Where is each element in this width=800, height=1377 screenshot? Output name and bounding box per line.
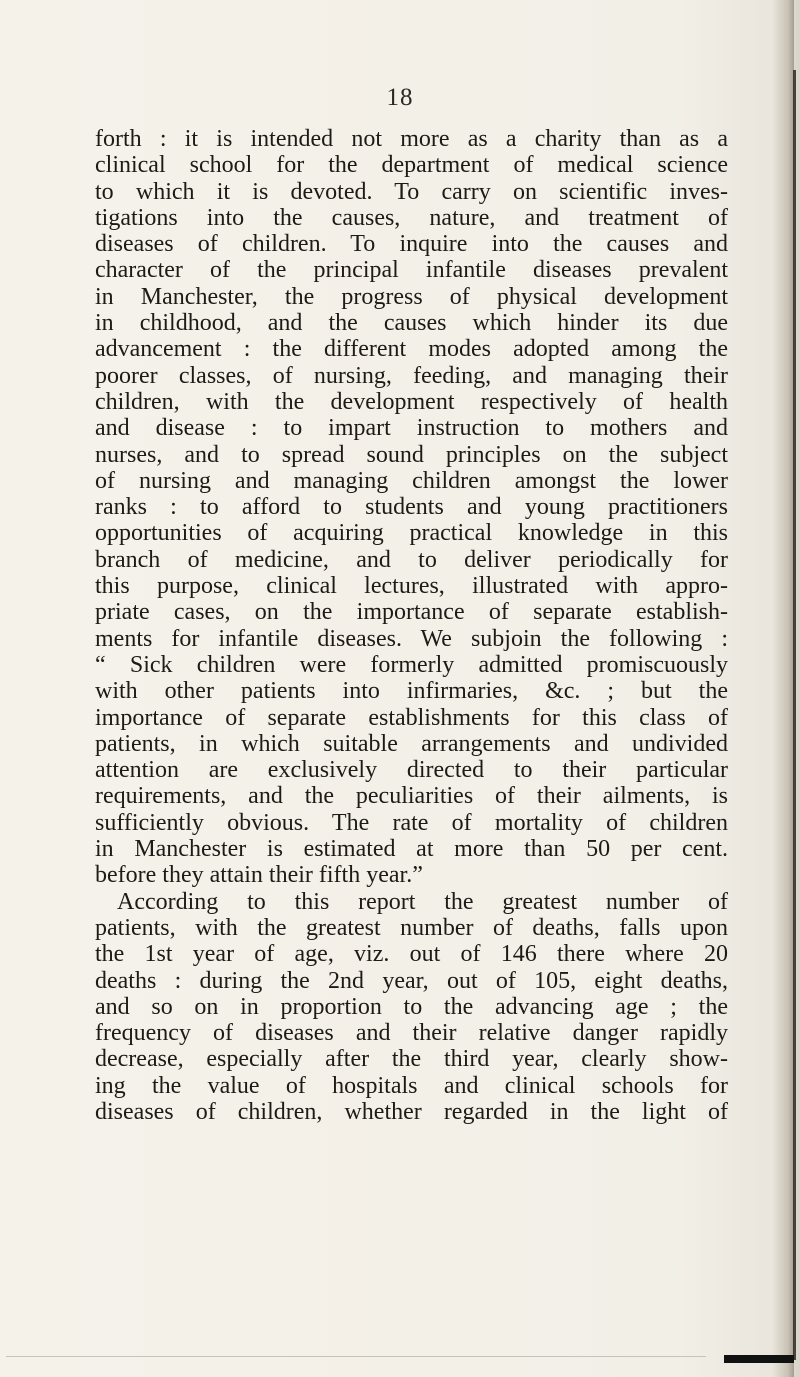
text-line: sufficiently obvious. The rate of mortality of children <box>95 809 728 836</box>
bottom-rule <box>6 1356 706 1357</box>
text-line: branch of medicine, and to deliver periodically for <box>95 546 728 573</box>
text-line: in Manchester is estimated at more than 50 per cent. <box>95 836 728 863</box>
text-line: in childhood, and the causes which hinder its due <box>95 310 728 337</box>
page-edge-line <box>793 70 796 1360</box>
text-line: poorer classes, of nursing, feeding, and managing their <box>95 362 728 389</box>
text-line: patients, with the greatest number of deaths, falls upon <box>95 914 728 941</box>
text-line: ments for infantile diseases. We subjoin the following : <box>95 625 728 652</box>
text-line: and disease : to impart instruction to mothers and <box>95 415 728 442</box>
text-line: and so on in proportion to the advancing age ; the <box>95 993 728 1020</box>
text-line: ing the value of hospitals and clinical schools for <box>95 1072 728 1099</box>
text-line: decrease, especially after the third year, clearly show- <box>95 1046 728 1073</box>
text-line: patients, in which suitable arrangements and undivided <box>95 730 728 757</box>
edge-mark <box>724 1355 794 1363</box>
text-line: priate cases, on the importance of separate establish- <box>95 599 728 626</box>
text-line: deaths : during the 2nd year, out of 105, eight deaths, <box>95 967 728 994</box>
text-line: before they attain their fifth year.” <box>95 862 423 889</box>
text-line: of nursing and managing children amongst the lower <box>95 467 728 494</box>
text-line: opportunities of acquiring practical knowledge in this <box>95 520 728 547</box>
text-line: nurses, and to spread sound principles on the subject <box>95 441 728 468</box>
text-line: character of the principal infantile diseases prevalent <box>95 257 728 284</box>
text-line: frequency of diseases and their relative danger rapidly <box>95 1020 728 1047</box>
text-line: clinical school for the department of medical science <box>95 152 728 179</box>
text-line: attention are exclusively directed to their particular <box>95 757 728 784</box>
text-line: diseases of children, whether regarded in the light of <box>95 1098 728 1125</box>
text-line: to which it is devoted. To carry on scientific inves- <box>95 178 728 205</box>
text-line: children, with the development respectively of health <box>95 388 728 415</box>
text-line: requirements, and the peculiarities of their ailments, is <box>95 783 728 810</box>
text-line: ranks : to afford to students and young practitioners <box>95 494 728 521</box>
text-line: importance of separate establishments for this class of <box>95 704 728 731</box>
text-line: advancement : the different modes adopted among the <box>95 336 728 363</box>
text-line: diseases of children. To inquire into the causes and <box>95 231 728 258</box>
text-line: with other patients into infirmaries, &c. ; but the <box>95 678 728 705</box>
body-text <box>95 126 728 1125</box>
text-line: forth : it is intended not more as a charity than as a <box>95 126 728 152</box>
text-line: “ Sick children were formerly admitted promiscuously <box>95 651 728 678</box>
text-line: the 1st year of age, viz. out of 146 there where 20 <box>95 941 728 968</box>
text-line: this purpose, clinical lectures, illustrated with appro- <box>95 573 728 600</box>
text-line: in Manchester, the progress of physical development <box>95 283 728 310</box>
text-line: tigations into the causes, nature, and treatment of <box>95 204 728 231</box>
page-edge-shadow <box>772 0 794 1377</box>
text-line: According to this report the greatest number of <box>117 888 728 915</box>
page-number: 18 <box>386 84 414 111</box>
